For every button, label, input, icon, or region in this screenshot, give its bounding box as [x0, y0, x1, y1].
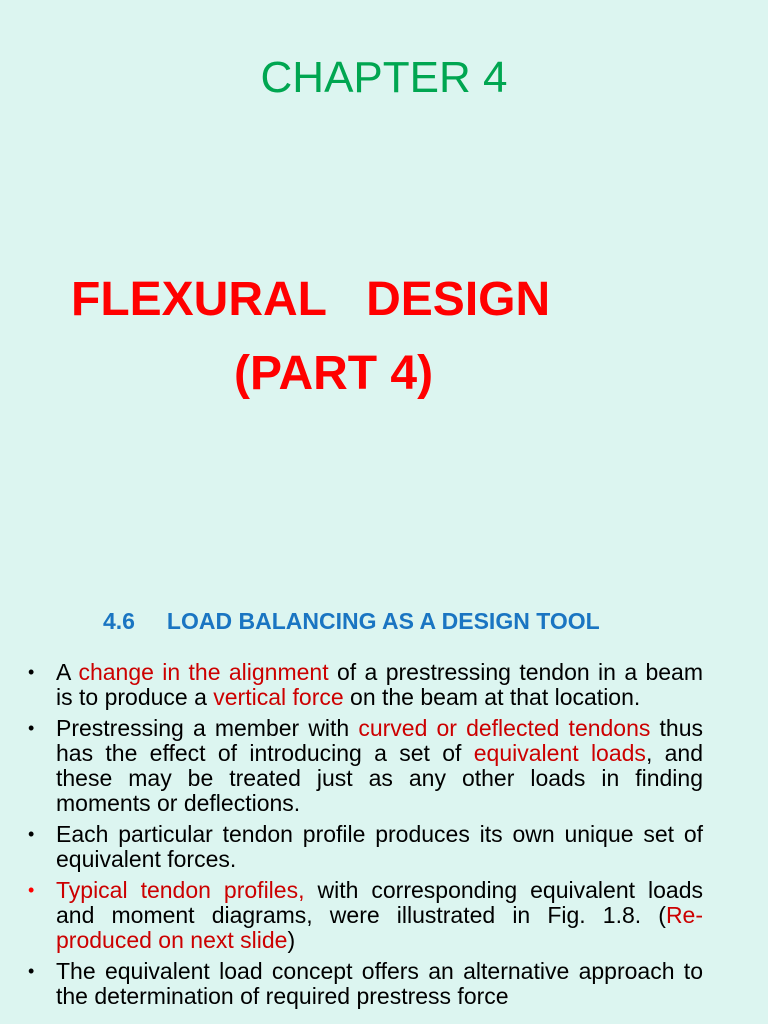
bullet-dot-icon: •	[28, 961, 35, 981]
bullet-item-3	[0, 822, 768, 872]
bullet-text: on the beam at that location.	[343, 684, 641, 710]
bullet-highlight: vertical force	[213, 684, 344, 710]
chapter-heading: CHAPTER 4	[260, 53, 508, 102]
bullet-text: , and these may be treated just as any other loads in finding moments or deflections.	[56, 740, 704, 816]
bullet-item-4	[0, 878, 768, 953]
bullet-highlight: change in the alignment	[78, 659, 329, 685]
bullet-text: A	[56, 659, 79, 685]
bullet-text: )	[287, 927, 296, 953]
bullet-text: with corresponding equivalent loads and moment diagrams, were illustrated in Fig. 1.8. (	[56, 877, 703, 928]
bullet-text: The equivalent load concept offers an alternative approach to the determination of required prestress force	[56, 958, 703, 1009]
bullet-highlight: curved or deflected tendons	[358, 715, 651, 741]
bullet-item-1	[0, 660, 768, 710]
bullet-item-5	[0, 959, 768, 1009]
bullet-text: of a prestressing tendon in a beam is to produce a	[56, 659, 704, 710]
bullet-item-2	[0, 716, 768, 816]
bullet-highlight: Re-produced on next slide	[56, 902, 703, 953]
title-line-2: (PART 4)	[234, 347, 434, 400]
bullet-list	[0, 660, 768, 1015]
bullet-highlight: Typical tendon profiles,	[56, 877, 305, 903]
bullet-text: thus has the effect of introducing a set of	[56, 715, 703, 766]
bullet-text: Each particular tendon profile produces its own unique set of equivalent forces.	[56, 821, 703, 872]
bullet-dot-icon: •	[28, 718, 35, 738]
section-heading: 4.6 LOAD BALANCING AS A DESIGN TOOL	[103, 608, 600, 634]
title-line-1: FLEXURAL DESIGN	[71, 273, 551, 326]
bullet-dot-icon: •	[28, 880, 35, 900]
bullet-highlight: equivalent loads	[473, 740, 646, 766]
bullet-text: Prestressing a member with	[56, 715, 359, 741]
bullet-dot-icon: •	[28, 662, 35, 682]
bullet-dot-icon: •	[28, 824, 35, 844]
